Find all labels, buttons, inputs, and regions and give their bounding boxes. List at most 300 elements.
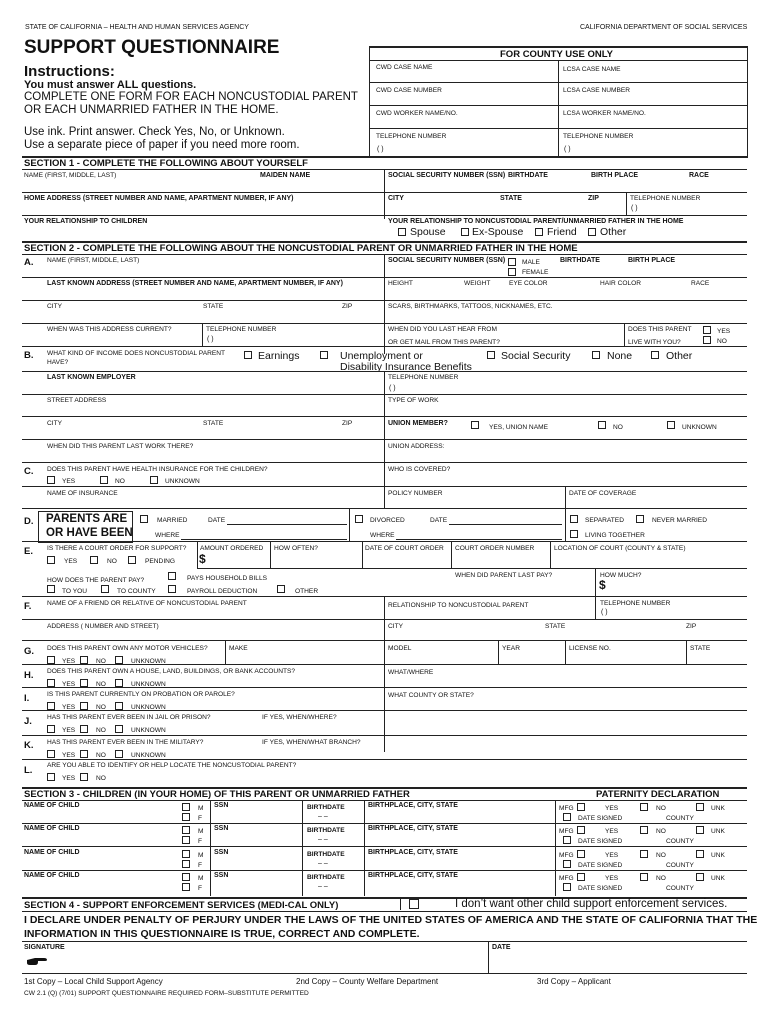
- probation-yes-checkbox[interactable]: [47, 702, 55, 710]
- military-no-label: NO: [96, 752, 106, 759]
- pointing-hand-icon: [26, 955, 48, 967]
- vehicle-license-field[interactable]: LICENSE NO.: [569, 645, 611, 652]
- cwd-worker-field[interactable]: CWD WORKER NAME/NO.: [376, 110, 458, 117]
- union-address-field[interactable]: UNION ADDRESS:: [388, 443, 445, 450]
- s1-race-field[interactable]: RACE: [689, 172, 709, 179]
- married-where-line[interactable]: [181, 539, 347, 540]
- property-no-checkbox[interactable]: [80, 679, 88, 687]
- child-birthdate-field[interactable]: BIRTHDATE: [307, 874, 345, 881]
- paternity-no-label: NO: [656, 828, 666, 835]
- probation-no-checkbox[interactable]: [80, 702, 88, 710]
- paternity-yes-checkbox[interactable]: [577, 873, 585, 881]
- court-pending-label: PENDING: [145, 558, 176, 565]
- s1-relationship-children-field[interactable]: YOUR RELATIONSHIP TO CHILDREN: [24, 218, 148, 225]
- instructions-line1: You must answer ALL questions.: [24, 79, 197, 91]
- copy1-label: 1st Copy – Local Child Support Agency: [24, 977, 163, 986]
- child-birthdate-field[interactable]: BIRTHDATE: [307, 827, 345, 834]
- living-together-label: LIVING TOGETHER: [585, 532, 645, 539]
- probation-no-label: NO: [96, 704, 106, 711]
- never-married-label: NEVER MARRIED: [652, 517, 707, 524]
- union-no-label: NO: [613, 424, 623, 431]
- court-yes-checkbox[interactable]: [47, 556, 55, 564]
- child-male-checkbox[interactable]: [182, 850, 190, 858]
- vehicle-model-field[interactable]: MODEL: [388, 645, 412, 652]
- socsec-label: Social Security: [501, 350, 571, 362]
- mfg-label: MFG: [559, 828, 574, 835]
- pays-bills-checkbox[interactable]: [168, 572, 176, 580]
- child-name-field[interactable]: NAME OF CHILD: [24, 872, 80, 879]
- property-unknown-checkbox[interactable]: [115, 679, 123, 687]
- coverage-date-field[interactable]: DATE OF COVERAGE: [569, 490, 637, 497]
- amount-dollar: $: [199, 552, 206, 566]
- separated-label: SEPARATED: [585, 517, 624, 524]
- military-label: HAS THIS PARENT EVER BEEN IN THE MILITARY?: [47, 739, 204, 746]
- friend-zip-field[interactable]: ZIP: [686, 623, 697, 630]
- s1-birthplace-field[interactable]: BIRTH PLACE: [591, 172, 639, 179]
- union-yes-checkbox[interactable]: [471, 421, 479, 429]
- how-much-field[interactable]: HOW MUCH?: [600, 572, 642, 579]
- divorced-checkbox[interactable]: [355, 515, 363, 523]
- unemployment-label1: Unemployment or: [340, 350, 423, 362]
- mfg-label: MFG: [559, 852, 574, 859]
- s1-telephone-field[interactable]: TELEPHONE NUMBER: [630, 195, 701, 202]
- ncp-weight-field[interactable]: WEIGHT: [464, 280, 491, 287]
- child-ssn-field[interactable]: SSN: [214, 802, 229, 809]
- married-date-label: DATE: [208, 517, 226, 524]
- union-yes-label: YES, UNION NAME: [489, 424, 548, 431]
- child-m-label: M: [198, 852, 204, 859]
- letter-i: I.: [24, 693, 30, 704]
- cwd-telephone-field[interactable]: TELEPHONE NUMBER: [376, 133, 447, 140]
- paternity-yes-checkbox[interactable]: [577, 803, 585, 811]
- lcsa-case-name-field[interactable]: LCSA CASE NAME: [563, 66, 621, 73]
- signature-field[interactable]: SIGNATURE: [24, 944, 65, 951]
- paternity-unk-label: UNK: [711, 852, 725, 859]
- vehicles-unknown-label: UNKNOWN: [131, 658, 166, 665]
- have-been-label: OR HAVE BEEN: [46, 527, 133, 539]
- to-county-checkbox[interactable]: [101, 585, 109, 593]
- property-label: DOES THIS PARENT OWN A HOUSE, LAND, BUILDINGS, OR BANK ACCOUNTS?: [47, 668, 296, 675]
- health-yes-label: YES: [62, 478, 76, 485]
- paternity-yes-checkbox[interactable]: [577, 826, 585, 834]
- friend-city-field[interactable]: CITY: [388, 623, 404, 630]
- jail-yes-checkbox[interactable]: [47, 725, 55, 733]
- paternity-no-label: NO: [656, 852, 666, 859]
- letter-f: F.: [24, 601, 32, 612]
- friend-telephone-field[interactable]: TELEPHONE NUMBER: [600, 600, 671, 607]
- never-married-checkbox[interactable]: [636, 515, 644, 523]
- paternity-yes-checkbox[interactable]: [577, 850, 585, 858]
- last-hear-field[interactable]: WHEN DID YOU LAST HEAR FROM: [388, 326, 497, 333]
- who-covered-field[interactable]: WHO IS COVERED?: [388, 466, 451, 473]
- paternity-unk-checkbox[interactable]: [696, 850, 704, 858]
- probation-label: IS THIS PARENT CURRENTLY ON PROBATION OR PAROLE?: [47, 691, 235, 698]
- other-checkbox[interactable]: [588, 228, 596, 236]
- mfg-label: MFG: [559, 805, 574, 812]
- ncp-state-field[interactable]: STATE: [203, 303, 224, 310]
- friend-name-field[interactable]: NAME OF A FRIEND OR RELATIVE OF NONCUSTODIAL PARENT: [47, 600, 247, 607]
- health-unknown-checkbox[interactable]: [150, 476, 158, 484]
- type-work-field[interactable]: TYPE OF WORK: [388, 397, 439, 404]
- payroll-label: PAYROLL DEDUCTION: [187, 588, 258, 595]
- married-date-line[interactable]: [227, 524, 347, 525]
- vehicle-make-field[interactable]: MAKE: [229, 645, 248, 652]
- vehicles-yes-label: YES: [62, 658, 76, 665]
- cwd-case-name-field[interactable]: CWD CASE NAME: [376, 64, 433, 71]
- section3-heading: SECTION 3 - CHILDREN (IN YOUR HOME) OF THIS PARENT OR UNMARRIED FATHER: [24, 789, 410, 800]
- child-m-label: M: [198, 875, 204, 882]
- child-birthplace-field[interactable]: BIRTHPLACE, CITY, STATE: [368, 849, 458, 856]
- lcsa-case-number-field[interactable]: LCSA CASE NUMBER: [563, 87, 631, 94]
- employer-city-field[interactable]: CITY: [47, 420, 63, 427]
- married-where-label: WHERE: [155, 532, 180, 539]
- child-name-field[interactable]: NAME OF CHILD: [24, 825, 80, 832]
- union-unknown-checkbox[interactable]: [667, 421, 675, 429]
- pay-other-label: OTHER: [295, 588, 319, 595]
- employer-telephone-field[interactable]: TELEPHONE NUMBER: [388, 374, 459, 381]
- living-together-checkbox[interactable]: [570, 530, 578, 538]
- payroll-checkbox[interactable]: [168, 585, 176, 593]
- income-other-label: Other: [666, 350, 693, 362]
- pay-other-checkbox[interactable]: [277, 585, 285, 593]
- ncp-address-field[interactable]: LAST KNOWN ADDRESS (STREET NUMBER AND NAME, APARTMENT NUMBER, IF ANY): [47, 280, 343, 287]
- union-member-label: UNION MEMBER?: [388, 420, 448, 427]
- military-when-field[interactable]: IF YES, WHEN/WHAT BRANCH?: [262, 739, 361, 746]
- military-yes-label: YES: [62, 752, 76, 759]
- paternity-no-checkbox[interactable]: [640, 850, 648, 858]
- ncp-telephone-field[interactable]: TELEPHONE NUMBER: [206, 326, 277, 333]
- instructions-line5: Use a separate piece of paper if you need more room.: [24, 139, 300, 151]
- vehicles-unknown-checkbox[interactable]: [115, 656, 123, 664]
- divorced-where-label: WHERE: [370, 532, 395, 539]
- vehicles-no-label: NO: [96, 658, 106, 665]
- s1-telephone-paren: ( ): [631, 205, 638, 212]
- child-ssn-field[interactable]: SSN: [214, 849, 229, 856]
- child-female-checkbox[interactable]: [182, 883, 190, 891]
- health-unknown-label: UNKNOWN: [165, 478, 200, 485]
- child-f-label: F: [198, 815, 203, 822]
- declaration-line2: INFORMATION IN THIS QUESTIONNAIRE IS TRUE, CORRECT AND COMPLETE.: [24, 928, 420, 940]
- ncp-eye-field[interactable]: EYE COLOR: [509, 280, 548, 287]
- child-male-checkbox[interactable]: [182, 873, 190, 881]
- spouse-label: Spouse: [410, 226, 446, 238]
- spouse-checkbox[interactable]: [398, 228, 406, 236]
- ncp-telephone-paren: ( ): [207, 336, 214, 343]
- instructions-line2: COMPLETE ONE FORM FOR EACH NONCUSTODIAL PARENT: [24, 91, 358, 103]
- child-birthdate-dashes: – –: [318, 883, 328, 890]
- declaration-line1: I DECLARE UNDER PENALTY OF PERJURY UNDER THE LAWS OF THE UNITED STATES OF AMERICA AND THE STATE OF CALIFORNIA THAT THE: [24, 914, 758, 926]
- date-signed-checkbox[interactable]: [563, 883, 571, 891]
- child-m-label: M: [198, 805, 204, 812]
- last-paid-field[interactable]: WHEN DID PARENT LAST PAY?: [455, 572, 553, 579]
- child-m-label: M: [198, 828, 204, 835]
- ncp-race-field[interactable]: RACE: [691, 280, 710, 287]
- pays-bills-label: PAYS HOUSEHOLD BILLS: [187, 575, 268, 582]
- parent-live-label2: LIVE WITH YOU?: [628, 339, 681, 346]
- jail-when-field[interactable]: IF YES, WHEN/WHERE?: [262, 714, 337, 721]
- s1-city-field[interactable]: CITY: [388, 195, 404, 202]
- earnings-label: Earnings: [258, 350, 300, 362]
- ncp-name-field[interactable]: NAME (FIRST, MIDDLE, LAST): [47, 257, 140, 264]
- child-male-checkbox[interactable]: [182, 803, 190, 811]
- employer-street-field[interactable]: STREET ADDRESS: [47, 397, 107, 404]
- ncp-ssn-field[interactable]: SOCIAL SECURITY NUMBER (SSN): [388, 257, 506, 264]
- jail-no-label: NO: [96, 727, 106, 734]
- property-yes-label: YES: [62, 681, 76, 688]
- jail-label: HAS THIS PARENT EVER BEEN IN JAIL OR PRISON?: [47, 714, 211, 721]
- probation-county-field[interactable]: WHAT COUNTY OR STATE?: [388, 692, 474, 699]
- s1-maiden-field[interactable]: MAIDEN NAME: [260, 172, 311, 179]
- child-f-label: F: [198, 838, 203, 845]
- union-no-checkbox[interactable]: [598, 421, 606, 429]
- jail-unknown-label: UNKNOWN: [131, 727, 166, 734]
- paternity-no-checkbox[interactable]: [640, 803, 648, 811]
- probation-yes-label: YES: [62, 704, 76, 711]
- insurance-name-field[interactable]: NAME OF INSURANCE: [47, 490, 118, 497]
- health-yes-checkbox[interactable]: [47, 476, 55, 484]
- date-signed-label: DATE SIGNED: [578, 838, 623, 845]
- section1-heading: SECTION 1 - COMPLETE THE FOLLOWING ABOUT YOURSELF: [24, 158, 308, 169]
- parents-are-label: PARENTS ARE: [46, 513, 128, 525]
- divorced-date-line[interactable]: [449, 524, 562, 525]
- paternity-no-label: NO: [656, 875, 666, 882]
- property-unknown-label: UNKNOWN: [131, 681, 166, 688]
- s1-address-field[interactable]: HOME ADDRESS (STREET NUMBER AND NAME, APARTMENT NUMBER, IF ANY): [24, 195, 294, 202]
- to-county-label: TO COUNTY: [117, 588, 156, 595]
- s1-name-field[interactable]: NAME (FIRST, MIDDLE, LAST): [24, 172, 117, 179]
- friend-address-field[interactable]: ADDRESS ( NUMBER AND STREET): [47, 623, 159, 630]
- jail-yes-label: YES: [62, 727, 76, 734]
- child-birthdate-dashes: – –: [318, 813, 328, 820]
- form-id-label: CW 2.1 (Q) (7/01) SUPPORT QUESTIONNAIRE REQUIRED FORM–SUBSTITUTE PERMITTED: [24, 990, 309, 997]
- lcsa-worker-field[interactable]: LCSA WORKER NAME/NO.: [563, 110, 646, 117]
- identify-yes-label: YES: [62, 775, 76, 782]
- date-signed-checkbox[interactable]: [563, 813, 571, 821]
- letter-d: D.: [24, 516, 34, 527]
- probation-unknown-checkbox[interactable]: [115, 702, 123, 710]
- vehicle-year-field[interactable]: YEAR: [502, 645, 520, 652]
- paternity-yes-label: YES: [605, 828, 619, 835]
- court-no-checkbox[interactable]: [90, 556, 98, 564]
- vehicle-state-field[interactable]: STATE: [690, 645, 711, 652]
- date-signed-label: DATE SIGNED: [578, 862, 623, 869]
- letter-g: G.: [24, 646, 35, 657]
- employer-telephone-paren: ( ): [389, 385, 396, 392]
- county-use-heading: FOR COUNTY USE ONLY: [500, 49, 613, 60]
- jail-unknown-checkbox[interactable]: [115, 725, 123, 733]
- cwd-case-number-field[interactable]: CWD CASE NUMBER: [376, 87, 442, 94]
- paternity-county-field[interactable]: COUNTY: [666, 838, 694, 845]
- paternity-unk-label: UNK: [711, 828, 725, 835]
- ncp-city-field[interactable]: CITY: [47, 303, 63, 310]
- ncp-scars-field[interactable]: SCARS, BIRTHMARKS, TATTOOS, NICKNAMES, ETC.: [388, 303, 553, 310]
- how-much-dollar: $: [599, 578, 606, 592]
- paternity-unk-checkbox[interactable]: [696, 803, 704, 811]
- friend-relationship-field[interactable]: RELATIONSHIP TO NONCUSTODIAL PARENT: [388, 602, 529, 609]
- exspouse-label: Ex-Spouse: [472, 226, 524, 238]
- agency-label: STATE OF CALIFORNIA – HEALTH AND HUMAN SERVICES AGENCY: [25, 24, 249, 31]
- paternity-county-field[interactable]: COUNTY: [666, 885, 694, 892]
- court-location-field[interactable]: LOCATION OF COURT (COUNTY & STATE): [554, 545, 686, 552]
- child-birthdate-field[interactable]: BIRTHDATE: [307, 851, 345, 858]
- amount-ordered-field[interactable]: AMOUNT ORDERED: [200, 545, 264, 552]
- unemployment-checkbox[interactable]: [320, 351, 328, 359]
- child-birthplace-field[interactable]: BIRTHPLACE, CITY, STATE: [368, 825, 458, 832]
- male-checkbox[interactable]: [508, 258, 516, 266]
- s1-zip-field[interactable]: ZIP: [588, 195, 599, 202]
- vehicles-label: DOES THIS PARENT OWN ANY MOTOR VEHICLES?: [47, 645, 208, 652]
- addr-current-field[interactable]: WHEN WAS THIS ADDRESS CURRENT?: [47, 326, 172, 333]
- child-ssn-field[interactable]: SSN: [214, 872, 229, 879]
- s1-birthdate-field[interactable]: BIRTHDATE: [508, 172, 548, 179]
- signature-date-field[interactable]: DATE: [492, 944, 511, 951]
- live-yes-checkbox[interactable]: [703, 326, 711, 334]
- court-no-label: NO: [107, 558, 117, 565]
- paternity-heading: PATERNITY DECLARATION: [596, 789, 720, 800]
- child-female-checkbox[interactable]: [182, 813, 190, 821]
- paternity-county-field[interactable]: COUNTY: [666, 815, 694, 822]
- child-f-label: F: [198, 862, 203, 869]
- identify-no-label: NO: [96, 775, 106, 782]
- married-checkbox[interactable]: [140, 515, 148, 523]
- ncp-birthplace-field[interactable]: BIRTH PLACE: [628, 257, 676, 264]
- date-signed-checkbox[interactable]: [563, 860, 571, 868]
- court-yes-label: YES: [64, 558, 78, 565]
- vehicles-yes-checkbox[interactable]: [47, 656, 55, 664]
- other-label: Other: [600, 226, 627, 238]
- health-no-checkbox[interactable]: [100, 476, 108, 484]
- female-label: FEMALE: [522, 269, 549, 276]
- mfg-label: MFG: [559, 875, 574, 882]
- vehicles-no-checkbox[interactable]: [80, 656, 88, 664]
- department-label: CALIFORNIA DEPARTMENT OF SOCIAL SERVICES: [580, 24, 748, 31]
- instructions-heading: Instructions:: [24, 63, 115, 80]
- female-checkbox[interactable]: [508, 268, 516, 276]
- health-no-label: NO: [115, 478, 125, 485]
- ncp-height-field[interactable]: HEIGHT: [388, 280, 413, 287]
- cwd-telephone-paren: ( ): [377, 146, 384, 153]
- income-label2: HAVE?: [47, 359, 69, 366]
- employer-zip-field[interactable]: ZIP: [342, 420, 353, 427]
- none-label: None: [607, 350, 633, 362]
- child-birthplace-field[interactable]: BIRTHPLACE, CITY, STATE: [368, 802, 458, 809]
- property-no-label: NO: [96, 681, 106, 688]
- court-date-field[interactable]: DATE OF COURT ORDER: [365, 545, 444, 552]
- letter-l: L.: [24, 765, 33, 776]
- to-you-label: TO YOU: [62, 588, 88, 595]
- military-no-checkbox[interactable]: [80, 750, 88, 758]
- divorced-where-line[interactable]: [396, 539, 562, 540]
- lcsa-telephone-field[interactable]: TELEPHONE NUMBER: [563, 133, 634, 140]
- paternity-yes-label: YES: [605, 805, 619, 812]
- child-birthdate-field[interactable]: BIRTHDATE: [307, 804, 345, 811]
- child-birthplace-field[interactable]: BIRTHPLACE, CITY, STATE: [368, 872, 458, 879]
- s1-ssn-field[interactable]: SOCIAL SECURITY NUMBER (SSN): [388, 172, 506, 179]
- property-what-where-field[interactable]: WHAT/WHERE: [388, 669, 434, 676]
- identify-yes-checkbox[interactable]: [47, 773, 55, 781]
- paternity-unk-label: UNK: [711, 805, 725, 812]
- parent-live-label1: DOES THIS PARENT: [628, 326, 692, 333]
- military-yes-checkbox[interactable]: [47, 750, 55, 758]
- date-signed-label: DATE SIGNED: [578, 885, 623, 892]
- probation-unknown-label: UNKNOWN: [131, 704, 166, 711]
- separated-checkbox[interactable]: [570, 515, 578, 523]
- live-yes-label: YES: [717, 328, 731, 335]
- live-no-checkbox[interactable]: [703, 336, 711, 344]
- friend-state-field[interactable]: STATE: [545, 623, 566, 630]
- union-unknown-label: UNKNOWN: [682, 424, 717, 431]
- child-ssn-field[interactable]: SSN: [214, 825, 229, 832]
- child-female-checkbox[interactable]: [182, 860, 190, 868]
- unemployment-label2: Disability Insurance Benefits: [340, 361, 472, 373]
- married-label: MARRIED: [157, 517, 188, 524]
- ncp-zip-field[interactable]: ZIP: [342, 303, 353, 310]
- none-checkbox[interactable]: [592, 351, 600, 359]
- friend-checkbox[interactable]: [535, 228, 543, 236]
- dont-want-checkbox[interactable]: [409, 899, 419, 909]
- child-birthdate-dashes: – –: [318, 836, 328, 843]
- identify-label: ARE YOU ABLE TO IDENTIFY OR HELP LOCATE THE NONCUSTODIAL PARENT?: [47, 762, 297, 769]
- property-yes-checkbox[interactable]: [47, 679, 55, 687]
- socsec-checkbox[interactable]: [487, 351, 495, 359]
- child-birthdate-dashes: – –: [318, 860, 328, 867]
- child-name-field[interactable]: NAME OF CHILD: [24, 802, 80, 809]
- to-you-checkbox[interactable]: [47, 585, 55, 593]
- exspouse-checkbox[interactable]: [461, 228, 469, 236]
- s1-relationship-ncp-label: YOUR RELATIONSHIP TO NONCUSTODIAL PARENT/UNMARRIED FATHER IN THE HOME: [388, 218, 684, 225]
- form-title: SUPPORT QUESTIONNAIRE: [24, 37, 280, 58]
- identify-no-checkbox[interactable]: [80, 773, 88, 781]
- employer-state-field[interactable]: STATE: [203, 420, 224, 427]
- policy-number-field[interactable]: POLICY NUMBER: [388, 490, 443, 497]
- paternity-county-field[interactable]: COUNTY: [666, 862, 694, 869]
- get-mail-label: OR GET MAIL FROM THIS PARENT?: [388, 339, 500, 346]
- earnings-checkbox[interactable]: [244, 351, 252, 359]
- letter-k: K.: [24, 740, 34, 751]
- s1-state-field[interactable]: STATE: [500, 195, 522, 202]
- income-label1: WHAT KIND OF INCOME DOES NONCUSTODIAL PARENT: [47, 350, 226, 357]
- paternity-yes-label: YES: [605, 875, 619, 882]
- court-pending-checkbox[interactable]: [128, 556, 136, 564]
- last-work-field[interactable]: WHEN DID THIS PARENT LAST WORK THERE?: [47, 443, 194, 450]
- child-female-checkbox[interactable]: [182, 836, 190, 844]
- employer-field[interactable]: LAST KNOWN EMPLOYER: [47, 374, 136, 381]
- divorced-date-label: DATE: [430, 517, 448, 524]
- letter-b: B.: [24, 350, 34, 361]
- ncp-hair-field[interactable]: HAIR COLOR: [600, 280, 642, 287]
- paternity-unk-checkbox[interactable]: [696, 873, 704, 881]
- paternity-unk-checkbox[interactable]: [696, 826, 704, 834]
- how-often-field[interactable]: HOW OFTEN?: [274, 545, 318, 552]
- child-name-field[interactable]: NAME OF CHILD: [24, 849, 80, 856]
- letter-c: C.: [24, 466, 34, 477]
- ncp-birthdate-field[interactable]: BIRTHDATE: [560, 257, 600, 264]
- paternity-no-checkbox[interactable]: [640, 826, 648, 834]
- date-signed-checkbox[interactable]: [563, 836, 571, 844]
- jail-no-checkbox[interactable]: [80, 725, 88, 733]
- court-number-field[interactable]: COURT ORDER NUMBER: [455, 545, 535, 552]
- child-f-label: F: [198, 885, 203, 892]
- paternity-no-checkbox[interactable]: [640, 873, 648, 881]
- section4-heading: SECTION 4 - SUPPORT ENFORCEMENT SERVICES (MEDI-CAL ONLY): [24, 900, 339, 911]
- income-other-checkbox[interactable]: [651, 351, 659, 359]
- military-unknown-checkbox[interactable]: [115, 750, 123, 758]
- how-pay-label: HOW DOES THE PARENT PAY?: [47, 577, 145, 584]
- child-male-checkbox[interactable]: [182, 826, 190, 834]
- friend-label: Friend: [547, 226, 577, 238]
- copy3-label: 3rd Copy – Applicant: [537, 977, 611, 986]
- section2-heading: SECTION 2 - COMPLETE THE FOLLOWING ABOUT THE NONCUSTODIAL PARENT OR UNMARRIED FATHER IN THE HOME: [24, 243, 578, 254]
